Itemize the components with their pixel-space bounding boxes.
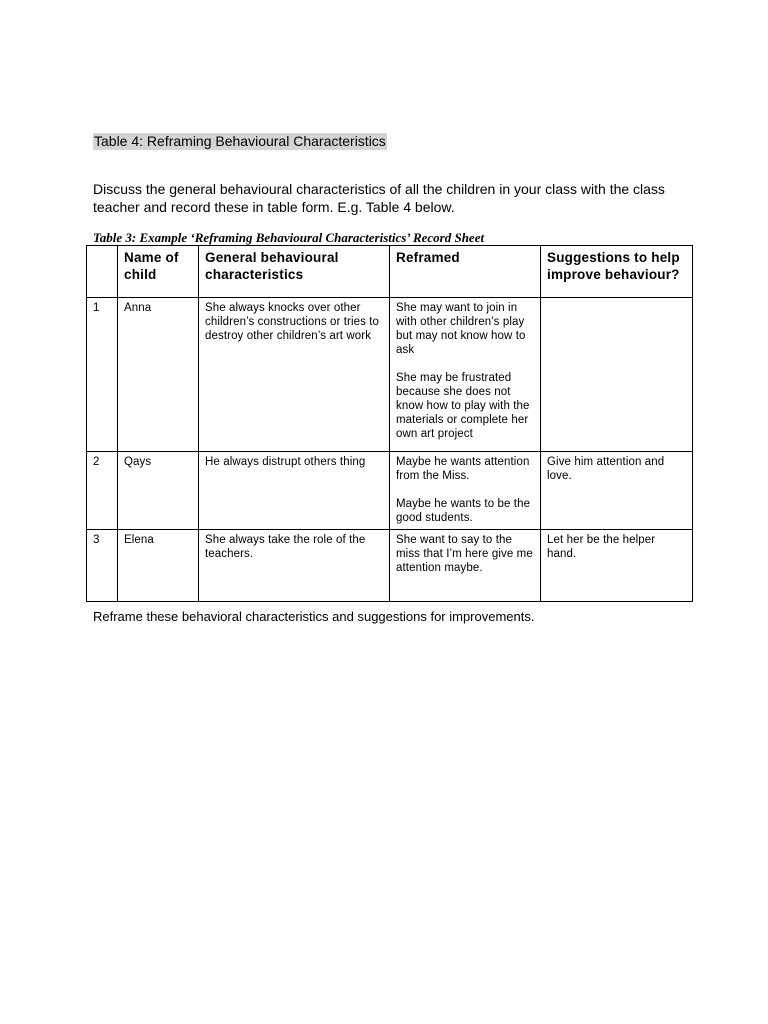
behaviour-characteristics: She always take the role of the teachers. [199,530,390,602]
behaviour-characteristics: He always distrupt others thing [199,452,390,530]
header-name-of-child: Name of child [118,246,199,298]
row-number: 1 [87,298,118,452]
table-header-row [87,246,693,298]
header-reframed: Reframed [390,246,541,298]
table-row [87,298,693,452]
reframed-cell [390,452,541,530]
reframed-text: Maybe he wants to be the good students. [396,498,531,524]
child-name: Qays [118,452,199,530]
reframed-text: She may want to join in with other children’s play but may not know how to ask [396,302,526,356]
reframed-cell [390,530,541,602]
table-caption: Table 3: Example ‘Reframing Behavioural Characteristics’ Record Sheet [93,230,485,245]
suggestions-cell: Give him attention and love. [541,452,693,530]
behaviour-characteristics: She always knocks over other children’s constructions or tries to destroy other children’s art work [199,298,390,452]
intro-paragraph: Discuss the general behavioural characteristics of all the children in your class with the class teacher and record these in table form. E.g. Table 4 below. [93,181,665,215]
document-heading: Table 4: Reframing Behavioural Characteristics [94,133,386,149]
child-name: Anna [118,298,199,452]
record-sheet-table [86,245,693,602]
row-number: 3 [87,530,118,602]
reframed-text: Maybe he wants attention from the Miss. [396,456,530,482]
suggestions-cell: Let her be the helper hand. [541,530,693,602]
footer-instruction: Reframe these behavioral characteristics and suggestions for improvements. [93,609,535,624]
row-number: 2 [87,452,118,530]
header-number [87,246,118,298]
table-row [87,530,693,602]
suggestions-cell [541,298,693,452]
reframed-cell [390,298,541,452]
header-suggestions: Suggestions to help improve behaviour? [541,246,693,298]
reframed-text: She may be frustrated because she does not know how to play with the materials or complete her own art project [396,372,530,440]
reframed-text: She want to say to the miss that I’m here give me attention maybe. [396,534,533,574]
table-row [87,452,693,530]
child-name: Elena [118,530,199,602]
header-general-characteristics: General behavioural characteristics [199,246,390,298]
